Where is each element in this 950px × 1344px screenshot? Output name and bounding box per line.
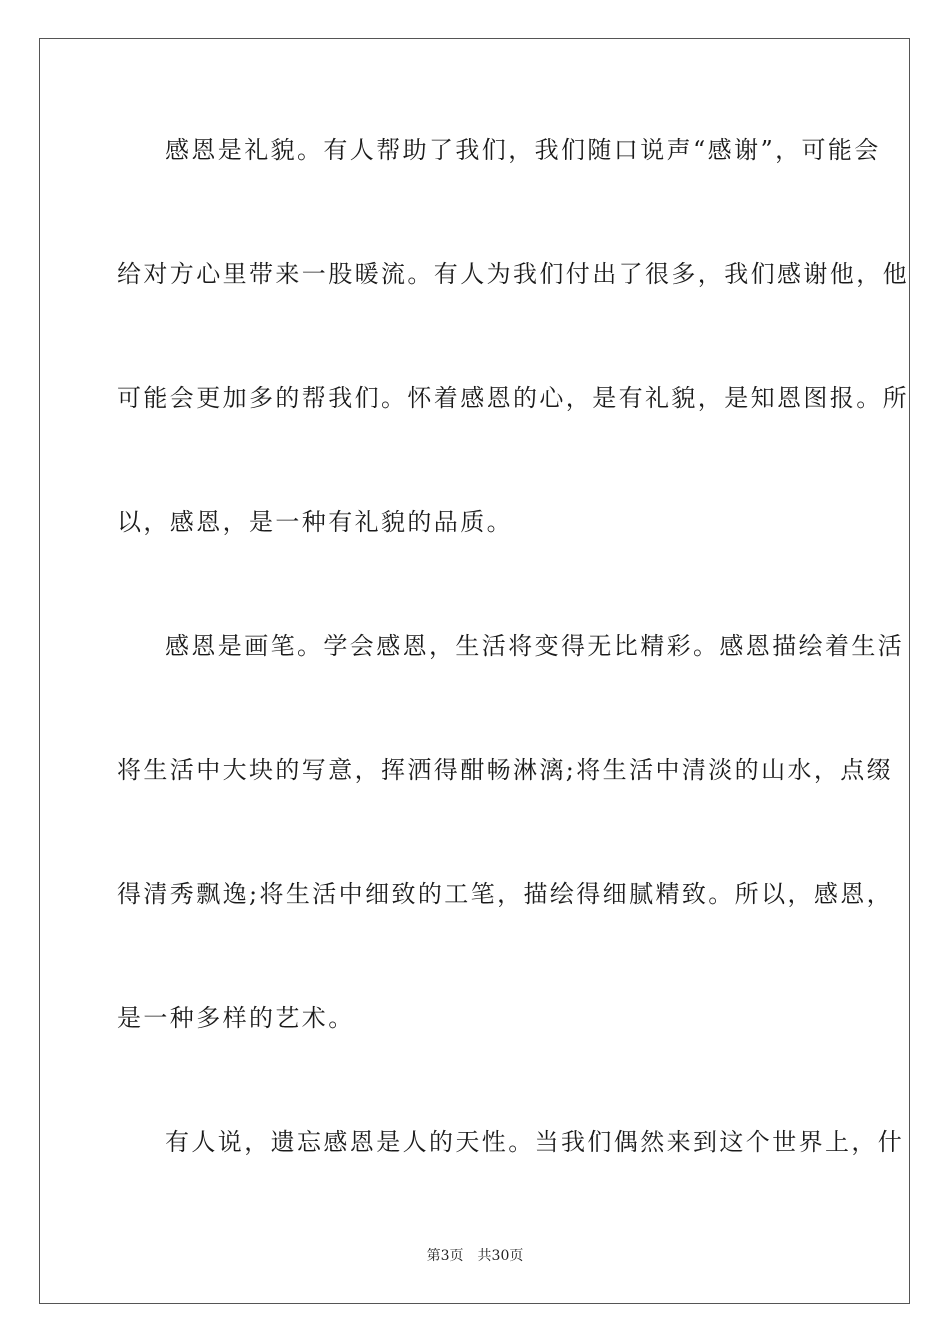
paragraph-line: 给对方心里带来一股暖流。有人为我们付出了很多，我们感谢他，他 [117,260,909,288]
paragraph-line: 感恩是礼貌。有人帮助了我们，我们随口说声“感谢”，可能会 [165,136,881,164]
paragraph-line: 得清秀飘逸;将生活中细致的工笔，描绘得细腻精致。所以，感恩， [117,880,894,908]
page-border [39,38,910,1304]
paragraph-line: 有人说，遗忘感恩是人的天性。当我们偶然来到这个世界上，什 [165,1128,905,1156]
paragraph-line: 感恩是画笔。学会感恩，生活将变得无比精彩。感恩描绘着生活 [165,632,905,660]
page-footer [0,1246,950,1266]
paragraph-line: 是一种多样的艺术。 [117,1004,355,1032]
page-number: 第3页 [426,1248,464,1264]
page-total: 共30页 [477,1248,524,1264]
paragraph-line: 将生活中大块的写意，挥洒得酣畅淋漓;将生活中清淡的山水，点缀 [117,756,894,784]
paragraph-line: 可能会更加多的帮我们。怀着感恩的心，是有礼貌，是知恩图报。所 [117,384,909,412]
paragraph-line: 以，感恩，是一种有礼貌的品质。 [117,508,513,536]
